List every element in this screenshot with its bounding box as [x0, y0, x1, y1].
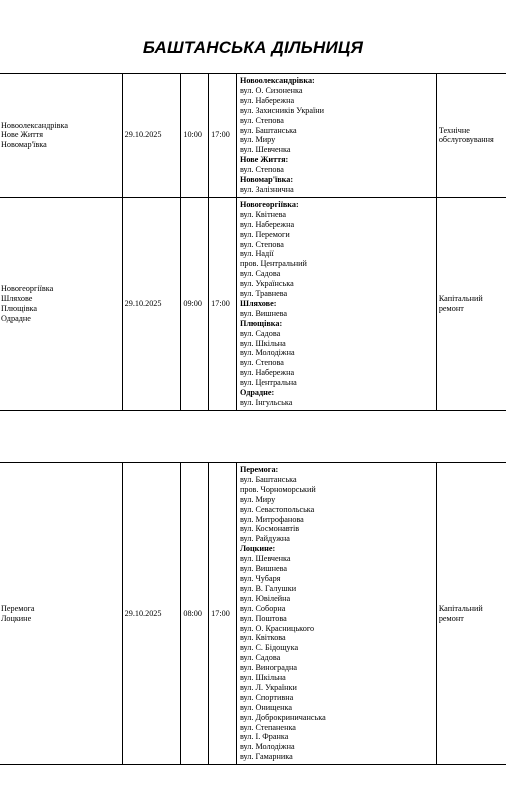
street-name: пров. Центральний [239, 259, 307, 269]
street-name: вул. О. Красницького [239, 623, 315, 633]
streets-cell [236, 197, 436, 410]
street-name: вул. Космонавтів [239, 524, 300, 534]
street-name: вул. Травнева [239, 289, 288, 299]
street-name: вул. Баштанська [239, 125, 297, 135]
work-type-line: ремонт [438, 303, 464, 313]
village-name: Нове Життя [1, 130, 44, 140]
street-name: вул. Набережна [239, 219, 295, 229]
street-name: вул. Виноградна [239, 663, 298, 673]
settlement-heading: Шляхове: [239, 298, 277, 308]
street-name: вул. Вишнева [239, 308, 288, 318]
table-row [0, 463, 506, 765]
streets-cell [236, 74, 436, 198]
street-name: вул. Шевченка [239, 145, 291, 155]
streets-cell [236, 463, 436, 765]
end-time-cell: 17:00 [209, 197, 237, 410]
settlement-heading: Перемога: [239, 465, 279, 474]
street-name: вул. Степова [239, 358, 284, 368]
village-name: Новоолександрівка [1, 120, 69, 130]
street-name: вул. Садова [239, 328, 281, 338]
street-name: вул. Садова [239, 269, 281, 279]
street-name: вул. Гамарника [239, 752, 293, 762]
start-time-cell: 10:00 [181, 74, 209, 198]
work-type-line: Технічне [438, 125, 470, 135]
village-name: Лоцкине [1, 613, 32, 623]
street-name: вул. Надії [239, 249, 274, 259]
street-name: вул. Спортивна [239, 692, 294, 702]
street-name: вул. Вишнева [239, 564, 288, 574]
village-name: Шляхове [1, 293, 33, 303]
street-name: вул. Поштова [239, 613, 287, 623]
street-name: вул. Митрофанова [239, 514, 304, 524]
street-name: вул. Онищенка [239, 702, 292, 712]
settlement-heading: Нове Життя: [239, 155, 289, 165]
street-name: вул. Набережна [239, 368, 295, 378]
street-name: вул. Соборна [239, 603, 286, 613]
street-name: вул. Степова [239, 115, 284, 125]
street-name: вул. Шевченка [239, 554, 291, 564]
work-type-cell [436, 74, 506, 198]
street-name: вул. Центральна [239, 378, 297, 388]
street-name: вул. Шкільна [239, 338, 286, 348]
street-name: вул. Доброкриничанська [239, 712, 326, 722]
village-name: Новогеоргіївка [1, 284, 54, 294]
street-name: вул. Українська [239, 279, 294, 289]
villages-cell [0, 197, 122, 410]
settlement-heading: Новогеоргіївка: [239, 199, 299, 209]
table-row [0, 74, 506, 198]
street-name: вул. Молодіжна [239, 742, 295, 752]
settlement-heading: Одрадне: [239, 388, 275, 398]
street-name: вул. Перемоги [239, 229, 290, 239]
page-title: БАШТАНСЬКА ДІЛЬНИЦЯ [142, 38, 364, 57]
street-name: вул. І. Франка [239, 732, 289, 742]
street-name: вул. С. Бідощука [239, 643, 299, 653]
street-name: вул. Райдужна [239, 534, 290, 544]
start-time-cell: 09:00 [181, 197, 209, 410]
village-name: Плющівка [1, 303, 38, 313]
street-name: вул. Квітнева [239, 209, 287, 219]
work-type-line: Капітальний [438, 293, 483, 303]
street-name: вул. В. Галушки [239, 583, 297, 593]
work-type-cell [436, 197, 506, 410]
schedule-table-top [0, 73, 506, 411]
street-name: вул. Квіткова [239, 633, 286, 643]
street-name: вул. Набережна [239, 95, 295, 105]
work-type-cell [436, 463, 506, 765]
villages-cell [0, 463, 122, 765]
settlement-heading: Плющівка: [239, 318, 283, 328]
settlement-heading: Новомар'ївка: [239, 175, 294, 185]
street-name: вул. Шкільна [239, 673, 286, 683]
street-name: вул. Баштанська [239, 474, 297, 484]
street-name: вул. Степова [239, 239, 284, 249]
street-name: вул. Миру [239, 135, 276, 145]
date-cell: 29.10.2025 [122, 74, 181, 198]
village-name: Перемога [1, 603, 35, 613]
street-name: вул. Залізнична [239, 184, 294, 194]
street-name: вул. Молодіжна [239, 348, 295, 358]
end-time-cell: 17:00 [209, 463, 237, 765]
settlement-heading: Лоцкине: [239, 544, 276, 554]
street-name: вул. Захисників України [239, 105, 325, 115]
street-name: вул. Севастопольська [239, 504, 315, 514]
date-cell: 29.10.2025 [122, 463, 181, 765]
street-name: пров. Чорноморський [239, 484, 316, 494]
street-name: вул. Миру [239, 494, 276, 504]
villages-cell [0, 74, 122, 198]
street-name: вул. Інгульська [239, 398, 293, 407]
table-row [0, 197, 506, 410]
street-name: вул. Чубаря [239, 573, 281, 583]
street-name: вул. Л. Українки [239, 682, 297, 692]
settlement-heading: Новоолександрівка: [239, 76, 315, 85]
village-name: Одрадне [1, 313, 31, 323]
schedule-table-body [0, 463, 506, 765]
village-name: Новомар'ївка [1, 140, 47, 150]
street-name: вул. Садова [239, 653, 281, 663]
street-name: вул. Ювілейна [239, 593, 291, 603]
work-type-line: Капітальний [438, 603, 483, 613]
street-name: вул. О. Сизоненка [239, 85, 303, 95]
schedule-table-bottom [0, 462, 506, 765]
date-cell: 29.10.2025 [122, 197, 181, 410]
street-name: вул. Степова [239, 165, 284, 175]
work-type-line: обслуговування [438, 135, 494, 145]
start-time-cell: 08:00 [181, 463, 209, 765]
street-name: вул. Степаненка [239, 722, 296, 732]
work-type-line: ремонт [438, 613, 464, 623]
schedule-table-body [0, 74, 506, 411]
end-time-cell: 17:00 [209, 74, 237, 198]
